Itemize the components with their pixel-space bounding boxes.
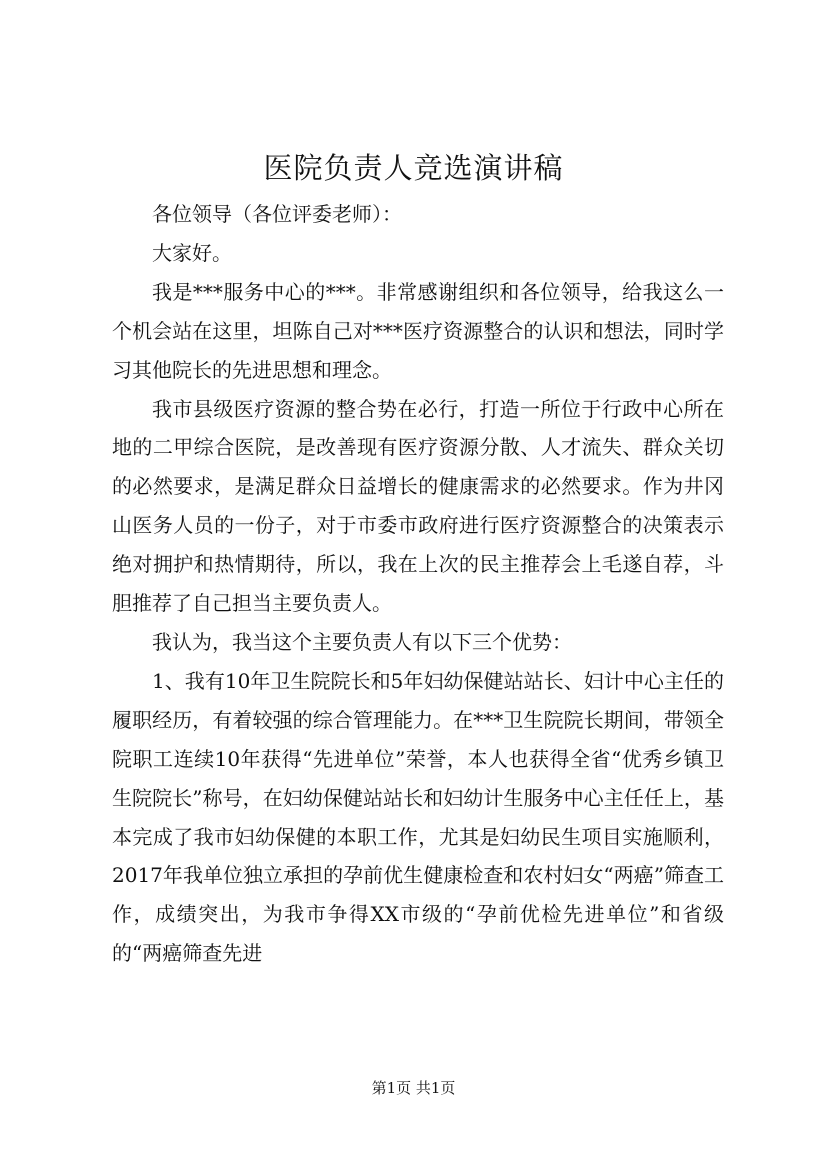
greeting-paragraph: 大家好。 (152, 240, 232, 265)
introduction-paragraph: 我是***服务中心的***。非常感谢组织和各位领导，给我这么一个机会站在这里，坦陈自己对***医疗资源整合的认识和想法，同时学习其他院长的先进思想和理念。 (112, 279, 724, 382)
salutation-paragraph: 各位领导（各位评委老师）： (152, 202, 402, 226)
background-paragraph: 我市县级医疗资源的整合势在必行，打造一所位于行政中心所在地的二甲综合医院，是改善现有医疗资源分散、人才流失、群众关切的必然要求，是满足群众日益增长的健康需求的必然要求。作为井冈山医务人员的一份子，对于市委市政府进行医疗资源整合的决策表示绝对拥护和热情期待，所以，我在上次的民主推荐会上毛遂自荐，斗胆推荐了自己担当主要负责人。 (112, 396, 724, 616)
document-body (112, 195, 724, 973)
page-footer: 第1页 共1页 (371, 1079, 456, 1097)
advantages-intro-paragraph: 我认为，我当这个主要负责人有以下三个优势： (152, 629, 572, 654)
document-title: 医院负责人竞选演讲稿 (263, 151, 564, 185)
advantage-one-paragraph: 1、我有10年卫生院院长和5年妇幼保健站站长、妇计中心主任的履职经历，有着较强的综合管理能力。在***卫生院院长期间，带领全院职工连续10年获得“先进单位”荣誉，本人也获得全省“优秀乡镇卫生院院长”称号，在妇幼保健站站长和妇幼计生服务中心主任任上，基本完成了我市妇幼保健的本职工作，尤其是妇幼民生项目实施顺利，2017年我单位独立承担的孕前优生健康检查和农村妇女“两癌”筛查工作，成绩突出，为我市争得XX市级的“孕前优检先进单位”和省级的“两癌筛查先进 (112, 668, 724, 966)
